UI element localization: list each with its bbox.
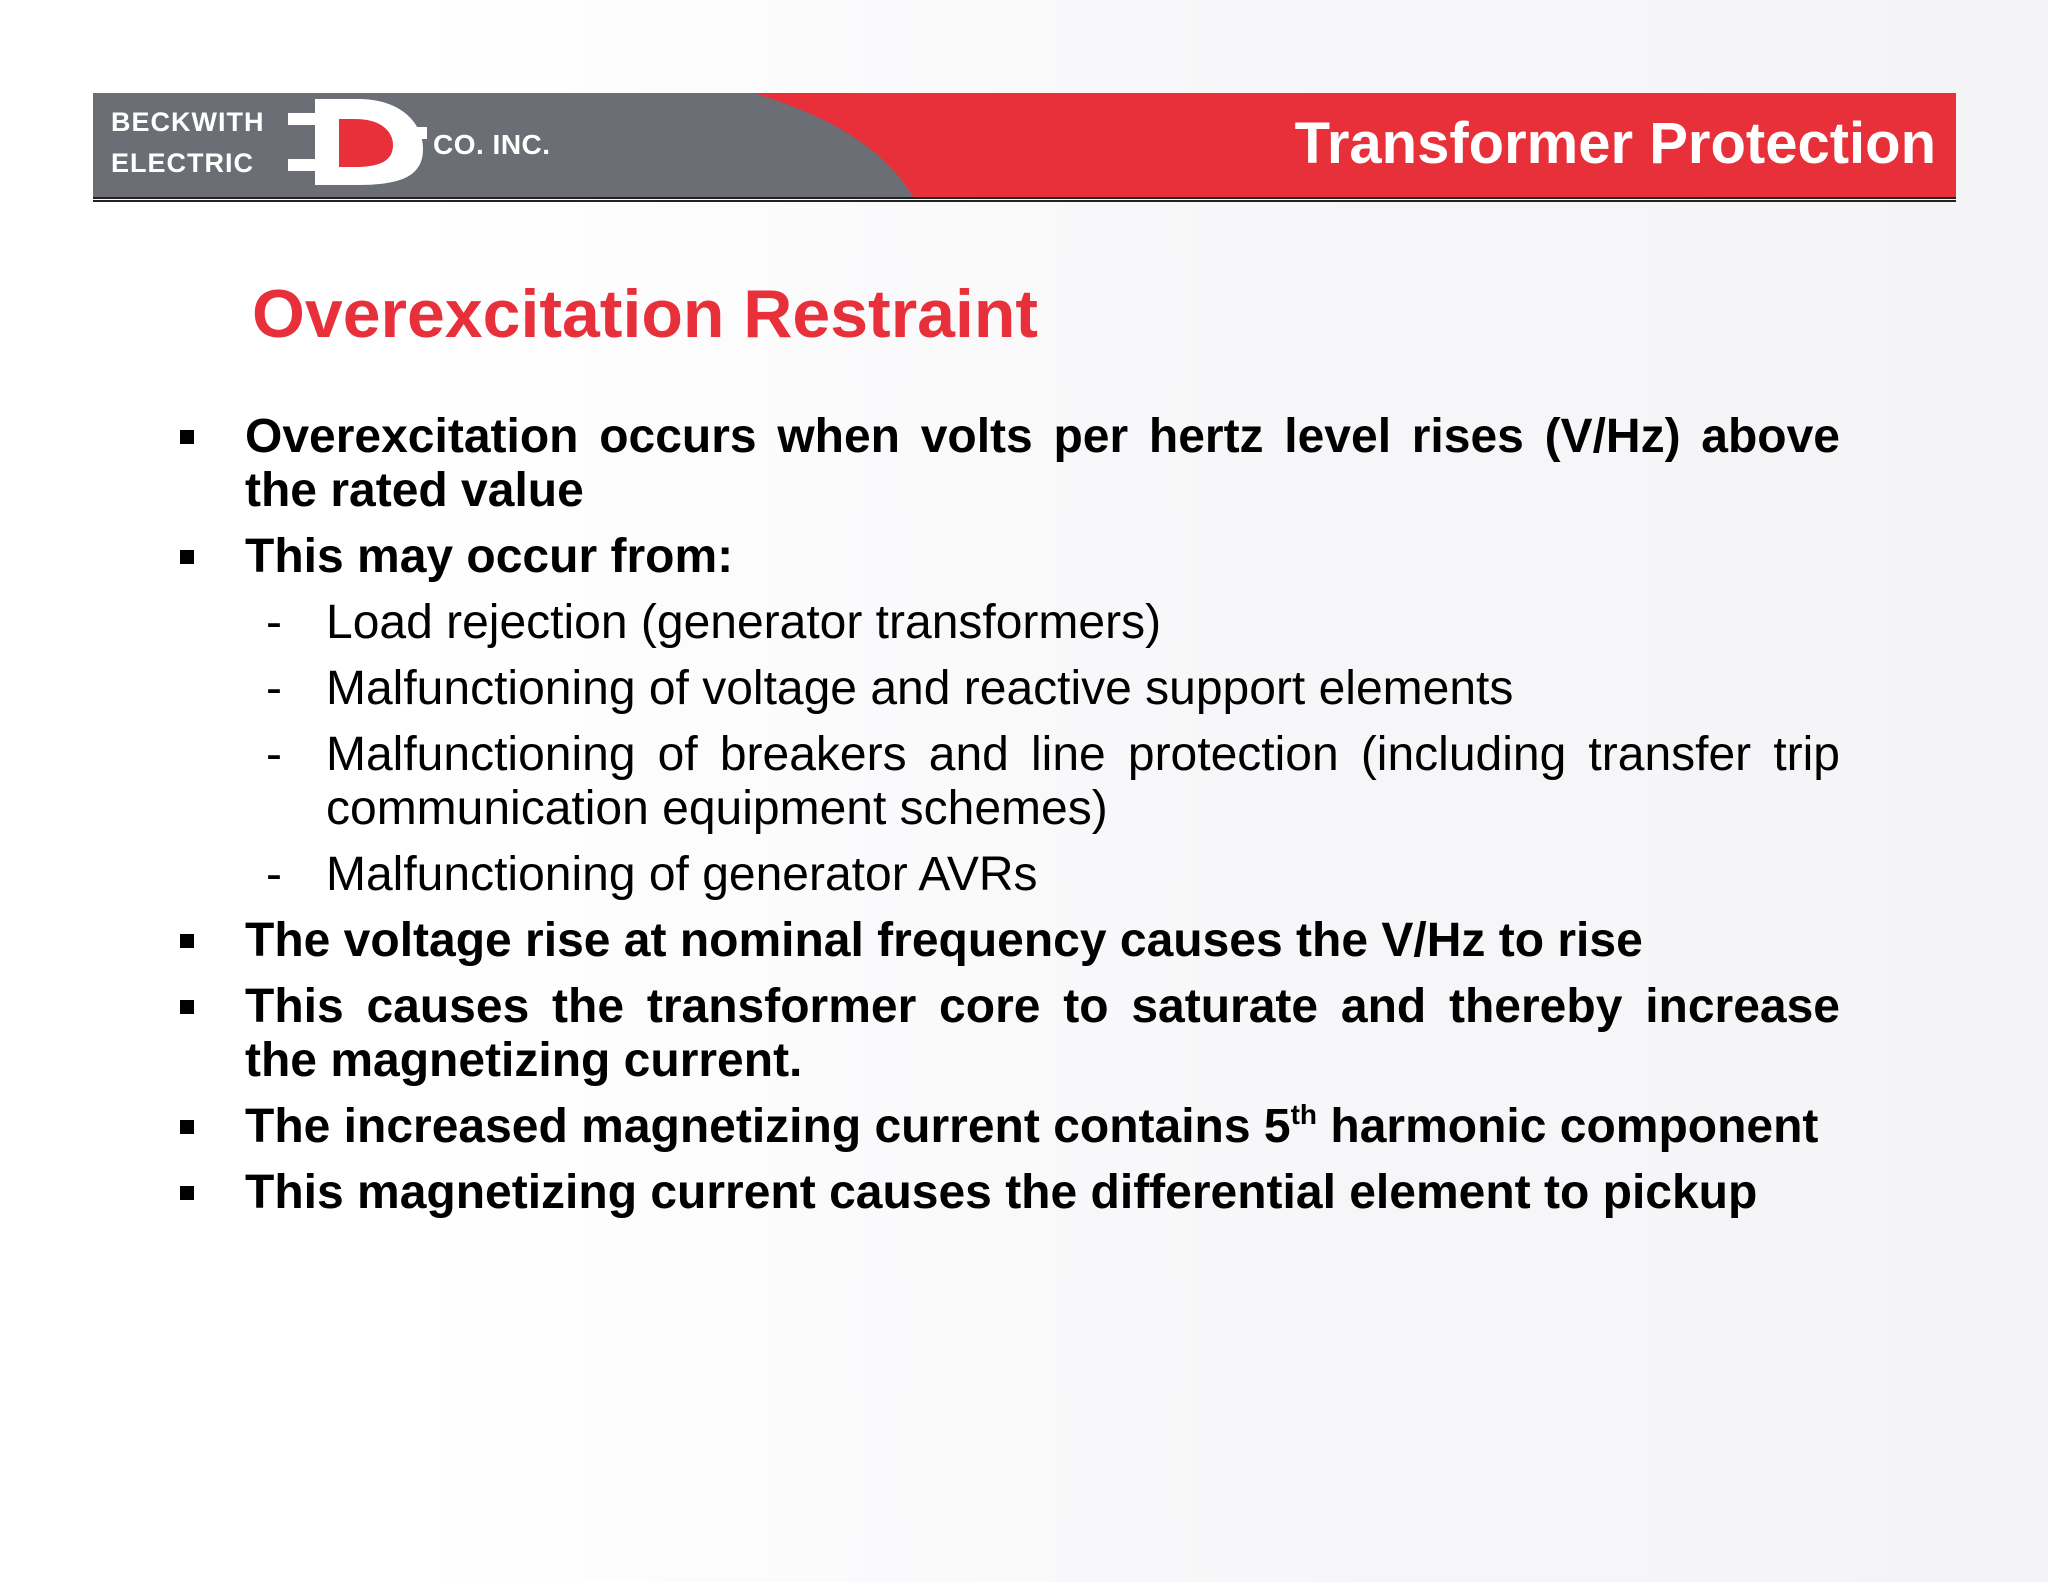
sub-bullet-text: Malfunctioning of voltage and reactive support elements [326,662,1514,715]
header-title: Transformer Protection [1294,111,1936,176]
sub-bullet-text: Malfunctioning of breakers and line protection (including transfer trip communication equipment schemes) [326,728,1840,835]
square-bullet-icon [180,1000,194,1014]
dash-icon: - [266,596,282,649]
bullet-item [170,410,1840,518]
bullet-text: This magnetizing current causes the differential element to pickup [245,1166,1758,1219]
square-bullet-icon [180,430,194,444]
square-bullet-icon [180,1186,194,1200]
bullet-text: This causes the transformer core to saturate and thereby increase the magnetizing current. [245,980,1840,1087]
sub-bullet-item [170,662,1840,716]
sub-bullet-text: Malfunctioning of generator AVRs [326,848,1038,901]
logo-line-beckwith: BECKWITH [111,107,265,137]
bullet-item [170,1166,1840,1220]
square-bullet-icon [180,934,194,948]
bullet-item [170,914,1840,968]
square-bullet-icon [180,550,194,564]
sub-bullet-item [170,728,1840,836]
bullet-item [170,1100,1840,1154]
header-band [93,93,1956,197]
company-logo [93,93,613,197]
bullet-list [170,410,1840,1232]
dash-icon: - [266,848,282,901]
bullet-text: This may occur from: [245,530,734,583]
header-divider [93,197,1956,202]
bullet-text: Overexcitation occurs when volts per hertz level rises (V/Hz) above the rated value [245,410,1840,517]
dash-icon: - [266,662,282,715]
bullet-item [170,530,1840,584]
bullet-text-end: harmonic component [1317,1100,1819,1153]
superscript-ordinal: th [1290,1099,1318,1130]
bullet-text: The voltage rise at nominal frequency causes the V/Hz to rise [245,914,1643,967]
square-bullet-icon [180,1120,194,1134]
logo-line-electric: ELECTRIC [111,148,254,178]
sub-bullet-item [170,596,1840,650]
bullet-text-start: The increased magnetizing current contains 5 [245,1100,1291,1153]
dash-icon: - [266,728,282,781]
logo-suffix: CO. INC. [433,129,551,160]
sub-bullet-item [170,848,1840,902]
sub-bullet-text: Load rejection (generator transformers) [326,596,1162,649]
slide-title: Overexcitation Restraint [252,276,1039,352]
bullet-item [170,980,1840,1088]
